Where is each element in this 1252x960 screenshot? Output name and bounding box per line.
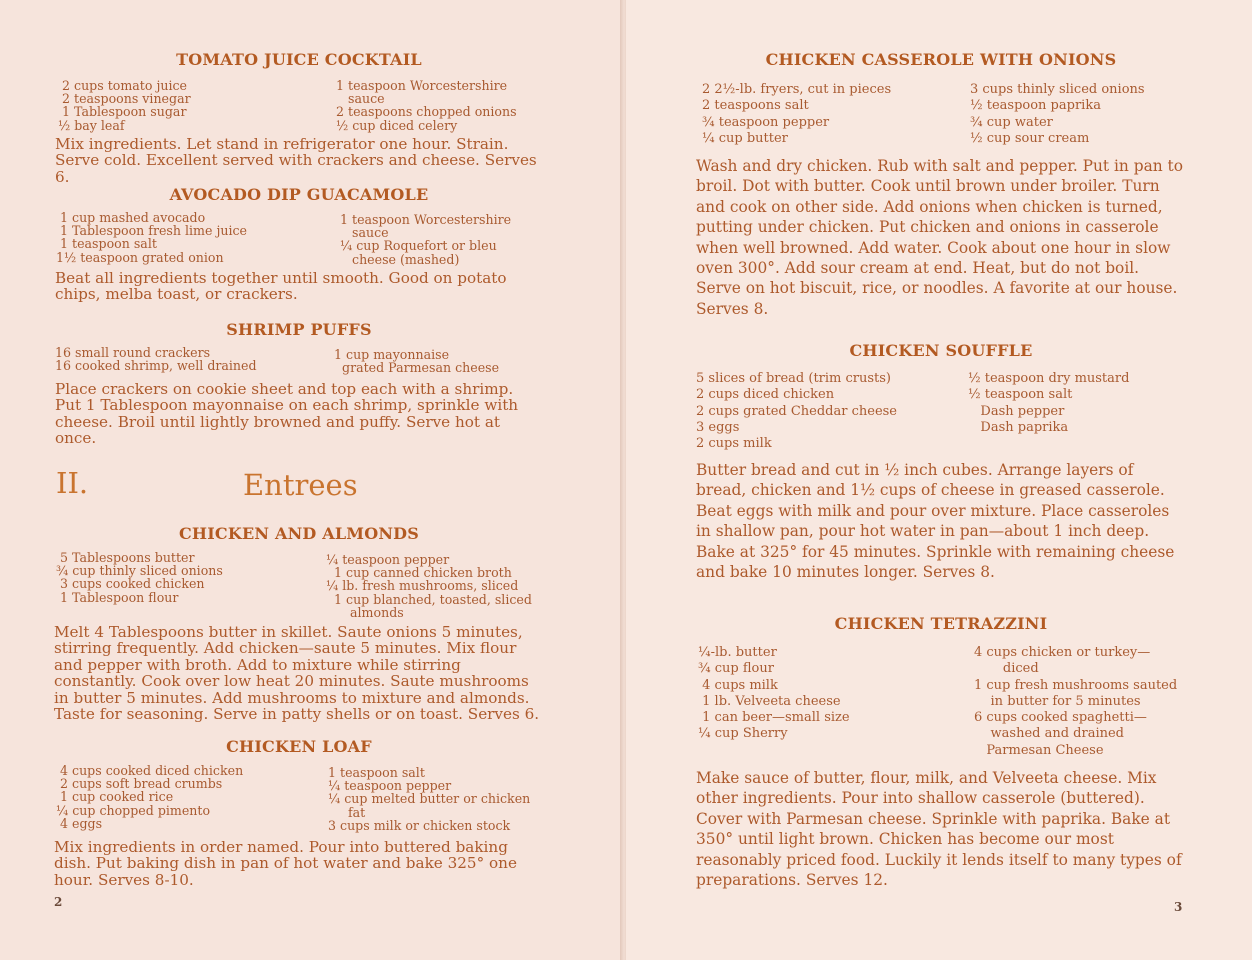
ingredient-line: 1 cup blanched, toasted, sliced (326, 591, 532, 607)
ingredients-col2 (328, 766, 530, 832)
ingredient-line: 4 eggs (56, 815, 103, 831)
ingredient-line: 1 Tablespoon flour (56, 589, 179, 605)
ingredient-line: 5 Tablespoons butter (56, 550, 195, 565)
ingredient-line: ½ teaspoon paprika (970, 98, 1101, 114)
ingredient-line: Dash paprika (968, 419, 1069, 435)
ingredients-col1 (698, 645, 850, 743)
ingredient-line: ¼ cup butter (702, 130, 788, 146)
ingredient-line: 2 cups tomato juice (58, 78, 187, 93)
ingredient-line: 2 cups soft bread crumbs (56, 776, 223, 792)
left-page (0, 0, 622, 960)
ingredient-line: 2 cups milk (696, 436, 772, 452)
recipe-directions: Make sauce of butter, flour, milk, and Velveeta cheese. Mix other ingredients. Pour into shallow casserole (buttered). Cover with Parmesan cheese. Sprinkle with paprika. Bake at 350° until light brown. Chicken has become our most reasonably priced food. Luckily it lends itself to many types of preparations. Serves 12. (696, 769, 1182, 890)
ingredient-line: 2 cups grated Cheddar cheese (696, 403, 897, 419)
ingredients-col2 (340, 213, 511, 266)
ingredients-col1 (56, 211, 247, 264)
ingredient-line: grated Parmesan cheese (334, 360, 500, 376)
ingredients-col2 (334, 348, 499, 374)
recipe-directions: Beat all ingredients together until smooth. Good on potato chips, melba toast, or crackers. (55, 269, 507, 304)
ingredient-line: ½ cup sour cream (970, 130, 1090, 146)
ingredient-line: cheese (mashed) (340, 251, 460, 267)
ingredients-col1 (56, 764, 243, 830)
page-number: 2 (54, 895, 63, 909)
ingredient-line: washed and drained (974, 726, 1125, 742)
ingredient-line: 16 cooked shrimp, well drained (55, 358, 257, 374)
ingredient-line: ¾ teaspoon pepper (702, 114, 830, 130)
ingredient-line: 3 cups cooked chicken (56, 576, 205, 592)
ingredients-col2 (970, 82, 1145, 147)
ingredients-col2 (968, 371, 1129, 436)
recipe-title-loaf: CHICKEN LOAF (226, 737, 372, 756)
recipe-title-avocado: AVOCADO DIP GUACAMOLE (169, 185, 429, 204)
ingredient-line: 6 cups cooked spaghetti— (974, 710, 1147, 726)
recipe-title-casserole: CHICKEN CASSEROLE WITH ONIONS (765, 50, 1117, 69)
ingredient-line: 1 cup mayonnaise (334, 347, 450, 362)
ingredient-line: 1 can beer—small size (698, 710, 850, 726)
ingredient-line: sauce (336, 91, 385, 107)
recipe-directions: Place crackers on cookie sheet and top each with a shrimp. Put 1 Tablespoon mayonnaise on each shrimp, sprinkle with cheese. Broil until lightly browned and puffy. Serve hot at once. (55, 380, 519, 448)
ingredient-line: 1 teaspoon Worcestershire (336, 78, 508, 93)
ingredient-line: ½ teaspoon dry mustard (968, 371, 1130, 386)
ingredient-line: ½ cup diced celery (336, 117, 458, 133)
ingredient-line: 16 small round crackers (55, 345, 211, 360)
ingredient-line: 4 cups chicken or turkey— (974, 645, 1151, 660)
ingredient-line: diced (974, 661, 1039, 677)
ingredient-line: in butter for 5 minutes (974, 693, 1141, 709)
ingredients-col1 (56, 551, 223, 604)
ingredient-line: 2 cups diced chicken (696, 387, 835, 403)
ingredient-line: ¼ lb. fresh mushrooms, sliced (326, 578, 519, 594)
ingredient-line: almonds (326, 604, 404, 620)
ingredient-line: 1 cup fresh mushrooms sauted (974, 677, 1178, 693)
ingredient-line: 4 cups cooked diced chicken (56, 763, 244, 778)
ingredient-line: 1 Tablespoon fresh lime juice (56, 223, 248, 239)
ingredient-line: 1 lb. Velveeta cheese (698, 693, 841, 709)
recipe-directions: Butter bread and cut in ½ inch cubes. Arrange layers of bread, chicken and 1½ cups of cheese in greased casserole. Beat eggs with milk and pour over mixture. Place casseroles in shallow pan, pour hot water in pan—about 1 inch deep. Bake at 325° for 45 minutes. Sprinkle with remaining cheese and bake 10 minutes longer. Serves 8. (696, 461, 1175, 582)
right-page (626, 0, 1252, 960)
ingredient-line: ¾ cup flour (698, 661, 774, 677)
ingredient-line: sauce (340, 225, 389, 241)
ingredient-line: ¼ cup Sherry (698, 726, 788, 742)
ingredient-line: Parmesan Cheese (974, 742, 1104, 758)
ingredient-line: 3 cups thinly sliced onions (970, 82, 1145, 97)
ingredient-line: 1 cup cooked rice (56, 789, 174, 805)
ingredient-line: fat (328, 804, 366, 820)
ingredient-line: 2 teaspoons salt (702, 98, 809, 114)
recipe-directions: Wash and dry chicken. Rub with salt and pepper. Put in pan to broil. Dot with butter. Cook until brown under broiler. Turn and cook on other side. Add onions when chicken is turned, putting under chicken. Put chicken and onions in casserole when well browned. Add water. Cook about one hour in slow oven 300°. Add sour cream at end. Heat, but do not boil. Serve on hot biscuit, rice, or noodles. A favorite at our house. Serves 8. (696, 157, 1184, 318)
ingredient-line: ¼ teaspoon pepper (328, 778, 452, 794)
ingredient-line: 5 slices of bread (trim crusts) (696, 371, 892, 386)
ingredient-line: 1 teaspoon salt (56, 236, 157, 252)
recipe-title-almonds: CHICKEN AND ALMONDS (178, 524, 420, 543)
ingredient-line: ¼ cup Roquefort or bleu (340, 238, 497, 254)
ingredient-line: 3 eggs (696, 419, 740, 435)
ingredients-col1 (55, 346, 257, 372)
recipe-title-tomato: TOMATO JUICE COCKTAIL (176, 50, 422, 69)
recipe-directions: Mix ingredients in order named. Pour into buttered baking dish. Put baking dish in pan of hot water and bake 325° one hour. Serves 8-10. (54, 838, 517, 889)
ingredient-line: 1 cup canned chicken broth (326, 565, 512, 581)
recipe-title-shrimp: SHRIMP PUFFS (226, 320, 372, 339)
ingredient-line: ¼ cup chopped pimento (56, 802, 211, 818)
ingredient-line: ¾ cup water (970, 114, 1053, 130)
ingredient-line: 4 cups milk (698, 677, 778, 693)
ingredient-line: 1 teaspoon salt (328, 765, 425, 780)
recipe-directions: Mix ingredients. Let stand in refrigerator one hour. Strain. Serve cold. Excellent served with crackers and cheese. Serves 6. (55, 135, 537, 186)
recipe-directions: Melt 4 Tablespoons butter in skillet. Saute onions 5 minutes, stirring frequently. Add chicken—saute 5 minutes. Mix flour and pepper with broth. Add to mixture while stirring constantly. Cook over low heat 20 minutes. Saute mushrooms in butter 5 minutes. Add mushrooms to mixture and almonds. Taste for seasoning. Serve in patty shells or on toast. Serves 6. (54, 623, 540, 724)
ingredient-line: 1½ teaspoon grated onion (56, 249, 224, 265)
ingredient-line: ½ bay leaf (58, 117, 125, 133)
ingredient-line: 1 Tablespoon sugar (58, 104, 187, 120)
ingredient-line: 1 teaspoon Worcestershire (340, 212, 512, 227)
ingredients-col1 (702, 82, 891, 147)
ingredient-line: 3 cups milk or chicken stock (328, 817, 511, 833)
ingredients-col2 (336, 79, 517, 132)
ingredient-line: ¼-lb. butter (698, 645, 777, 660)
ingredient-line: 2 teaspoons vinegar (58, 91, 191, 107)
ingredient-line: ¾ cup thinly sliced onions (56, 563, 223, 579)
ingredient-line: 2 teaspoons chopped onions (336, 104, 517, 120)
recipe-title-souffle: CHICKEN SOUFFLE (849, 341, 1033, 360)
ingredient-line: ¼ cup melted butter or chicken (328, 791, 531, 807)
page-number: 3 (1174, 900, 1183, 914)
recipe-title-tetrazzini: CHICKEN TETRAZZINI (834, 614, 1048, 633)
ingredient-line: 2 2½-lb. fryers, cut in pieces (702, 82, 892, 97)
ingredient-line: Dash pepper (968, 403, 1065, 419)
ingredients-col2 (326, 553, 532, 619)
ingredient-line: ½ teaspoon salt (968, 387, 1073, 403)
ingredients-col1 (696, 371, 897, 452)
chapter-number: II. (56, 466, 89, 500)
chapter-title: Entrees (243, 468, 358, 502)
ingredients-col1 (58, 79, 191, 132)
ingredients-col2 (974, 645, 1177, 759)
ingredient-line: ¼ teaspoon pepper (326, 552, 450, 567)
ingredient-line: 1 cup mashed avocado (56, 210, 206, 225)
